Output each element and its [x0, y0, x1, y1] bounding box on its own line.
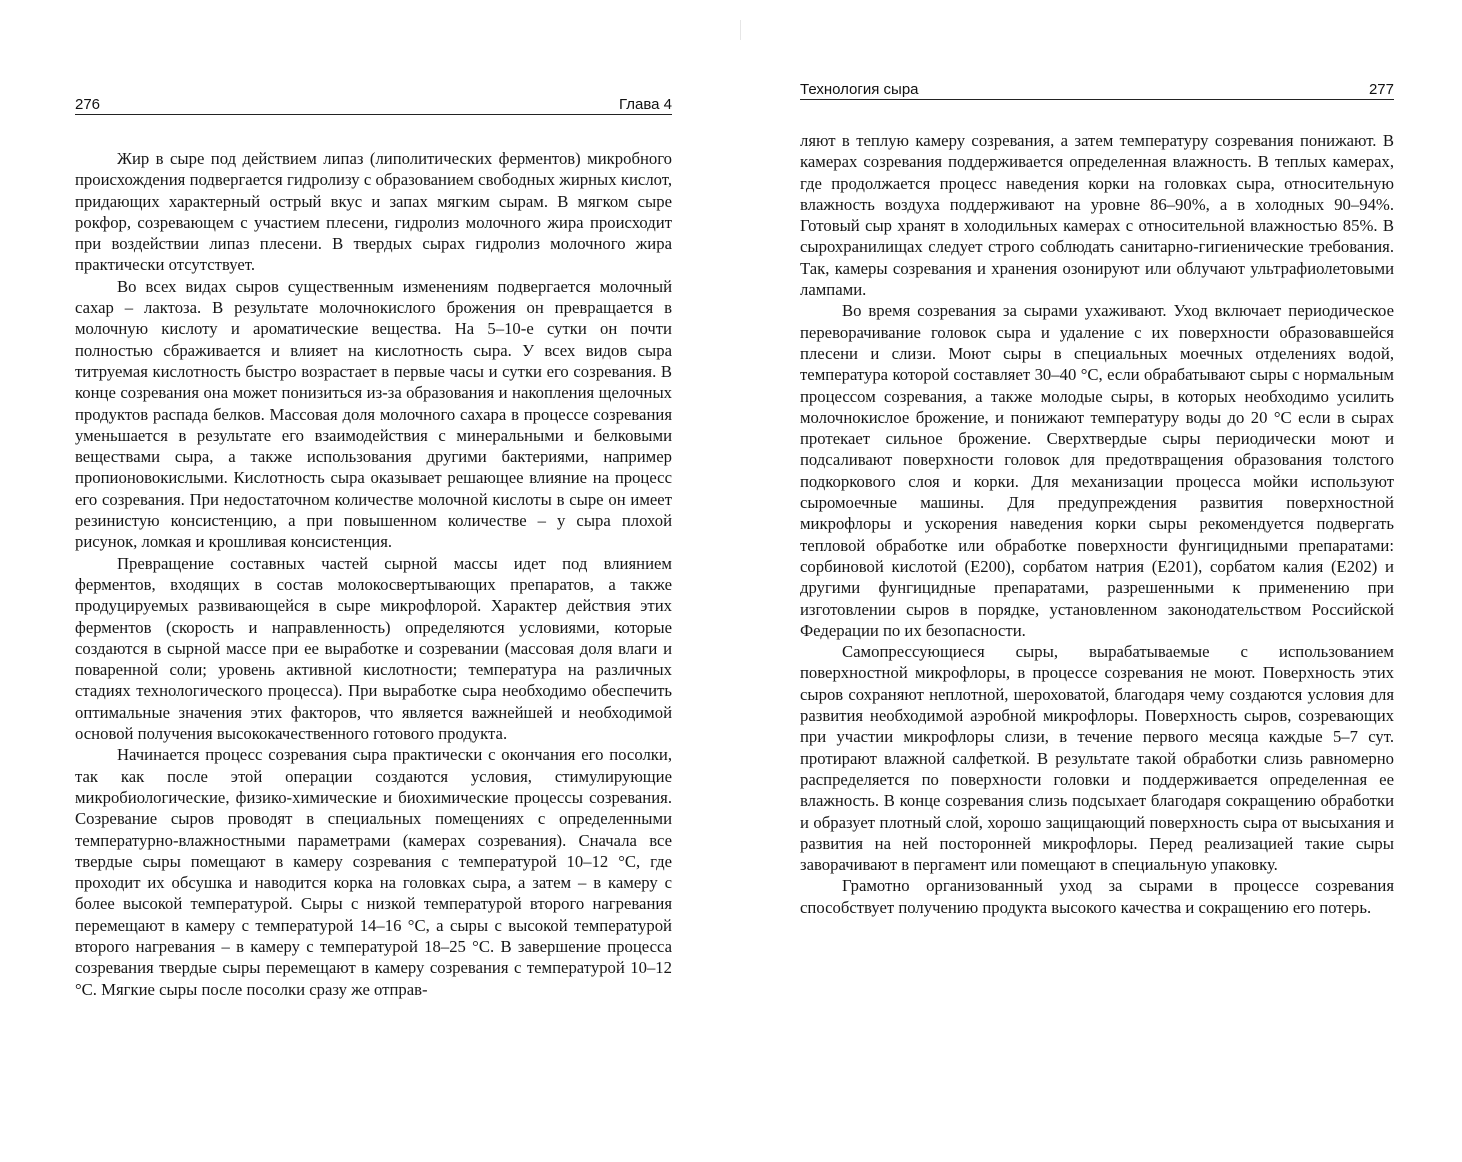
- right-page: [731, 0, 1462, 1162]
- paragraph: Превращение составных частей сырной массы идет под влиянием ферментов, входящих в состав молокосвертывающих препаратов, а также продуцируемых развивающейся в сыре микрофлорой. Характер действия этих ферментов (скорость и направленность) определяются условиями, которые создаются в сырной массе при ее выработке и созревании (массовая доля влаги и поваренной соли; уровень активной кислотности; температура на различных стадиях технологического процесса). При выработке сыра необходимо обеспечить оптимальные значения этих факторов, что является важнейшей и необходимой основой получения высококачественного готового продукта.: [75, 553, 672, 744]
- paragraph-continuation: ляют в теплую камеру созревания, а затем температуру созревания понижают. В камерах созревания поддерживается определенная влажность. В теплых камерах, где продолжается процесс наведения корки на головках сыра, относительную влажность воздуха поддерживают на уровне 86–90%, а в холодных 90–94%. Готовый сыр хранят в холодильных камерах с относительной влажностью 85%. В сырохранилищах следует строго соблюдать санитарно-гигиенические требования. Так, камеры созревания и хранения озонируют или облучают ультрафиолетовыми лампами.: [800, 131, 1394, 300]
- left-body-text: [75, 148, 672, 1000]
- right-running-head: [800, 81, 1394, 100]
- right-running-title: Технология сыра: [800, 81, 919, 98]
- paragraph: Во всех видах сыров существенным изменениям подвергается молочный сахар – лактоза. В результате молочнокислого брожения он превращается в молочную кислоту и ароматические вещества. На 5–10-е сутки он почти полностью сбраживается и влияет на кислотность сыра. У всех видов сыра титруемая кислотность быстро возрастает в первые часы и сутки его созревания. В конце созревания она может понизиться из-за образования и накопления щелочных продуктов распада белков. Массовая доля молочного сахара в процессе созревания уменьшается в результате его взаимодействия с минеральными и белковыми веществами сыра, а также использования другими бактериями, например пропионовокислыми. Кислотность сыра оказывает решающее влияние на процесс его созревания. При недостаточном количестве молочной кислоты в сыре он имеет резинистую консистенцию, а при повышенном количестве – у сыра плохой рисунок, ломкая и крошливая консистенция.: [75, 276, 672, 552]
- paragraph: Самопрессующиеся сыры, вырабатываемые с использованием поверхностной микрофлоры, в процессе созревания не моют. Поверхность этих сыров сохраняют неплотной, шероховатой, благодаря чему создаются условия для развития необходимой аэробной микрофлоры. Поверхность сыров, созревающих при участии микрофлоры слизи, в течение первого месяца каждые 5–7 сут. протирают влажной салфеткой. В результате такой обработки слизь равномерно распределяется по поверхности головки и поддерживается определенная ее влажность. В конце созревания слизь подсыхает благодаря сокращению обработки и образует плотный слой, хорошо защищающий поверхность сыра от высыхания и развития на ней посторонней микрофлоры. Перед реализацией такие сыры заворачивают в пергамент или помещают в специальную упаковку.: [800, 642, 1394, 875]
- paragraph: Во время созревания за сырами ухаживают. Уход включает периодическое переворачивание головок сыра и удаление с их поверхности образовавшейся плесени и слизи. Моют сыры в специальных моечных отделениях водой, температура которой составляет 30–40 °С, если обрабатывают сыры с нормальным процессом созревания, а также молодые сыры, в которых необходимо усилить молочнокислое брожение, и понижают температуру воды до 20 °С если в сырах протекает сильное брожение. Сверхтвердые сыры периодически моют и подсаливают поверхности головок для предотвращения образования толстого подкоркового слоя и корки. Для механизации процесса мойки используют сыромоечные машины. Для предупреждения развития поверхностной микрофлоры и ускорения наведения корки сыры рекомендуется подвергать тепловой обработке или обработке поверхности фунгицидными препаратами: сорбиновой кислотой (Е200), сорбатом натрия (Е201), сорбатом калия (Е202) и другими фунгицидные препаратами, разрешенными к применению при изготовлении сыров в порядке, установленном законодательством Российской Федерации по их безопасности.: [800, 301, 1394, 640]
- paragraph: Грамотно организованный уход за сырами в процессе созревания способствует получению продукта высокого качества и сокращению его потерь.: [800, 876, 1394, 917]
- left-running-head: [75, 96, 672, 115]
- right-page-number: 277: [1368, 81, 1394, 98]
- paragraph: Начинается процесс созревания сыра практически с окончания его посолки, так как после этой операции создаются условия, стимулирующие микробиологические, физико-химические и биохимические процессы созревания. Созревание сыров проводят в специальных помещениях с определенными температурно-влажностными параметрами (камерах созревания). Сначала все твердые сыры помещают в камеру созревания с температурой 10–12 °С, где проходит их обсушка и наводится корка на головках сыра, а затем – в камеру с более высокой температурой. Сыры с низкой температурой второго нагревания перемещают в камеру с температурой 14–16 °С, а сыры с высокой температурой второго нагревания – в камеру с температурой 18–25 °С. В завершение процесса созревания твердые сыры перемещают в камеру созревания с температурой 10–12 °С. Мягкие сыры после посолки сразу же отправ-: [75, 745, 672, 999]
- right-body-text: [800, 130, 1394, 918]
- paragraph: Жир в сыре под действием липаз (липолитических ферментов) микробного происхождения подвергается гидролизу с образованием свободных жирных кислот, придающих характерный острый вкус и запах мягким сырам. В мягком сыре рокфор, созревающем с участием плесени, гидролиз молочного жира происходит при воздействии липаз плесени. В твердых сырах гидролиз молочного жира практически отсутствует.: [75, 149, 672, 275]
- left-running-title: Глава 4: [618, 96, 672, 113]
- left-page-number: 276: [75, 96, 101, 113]
